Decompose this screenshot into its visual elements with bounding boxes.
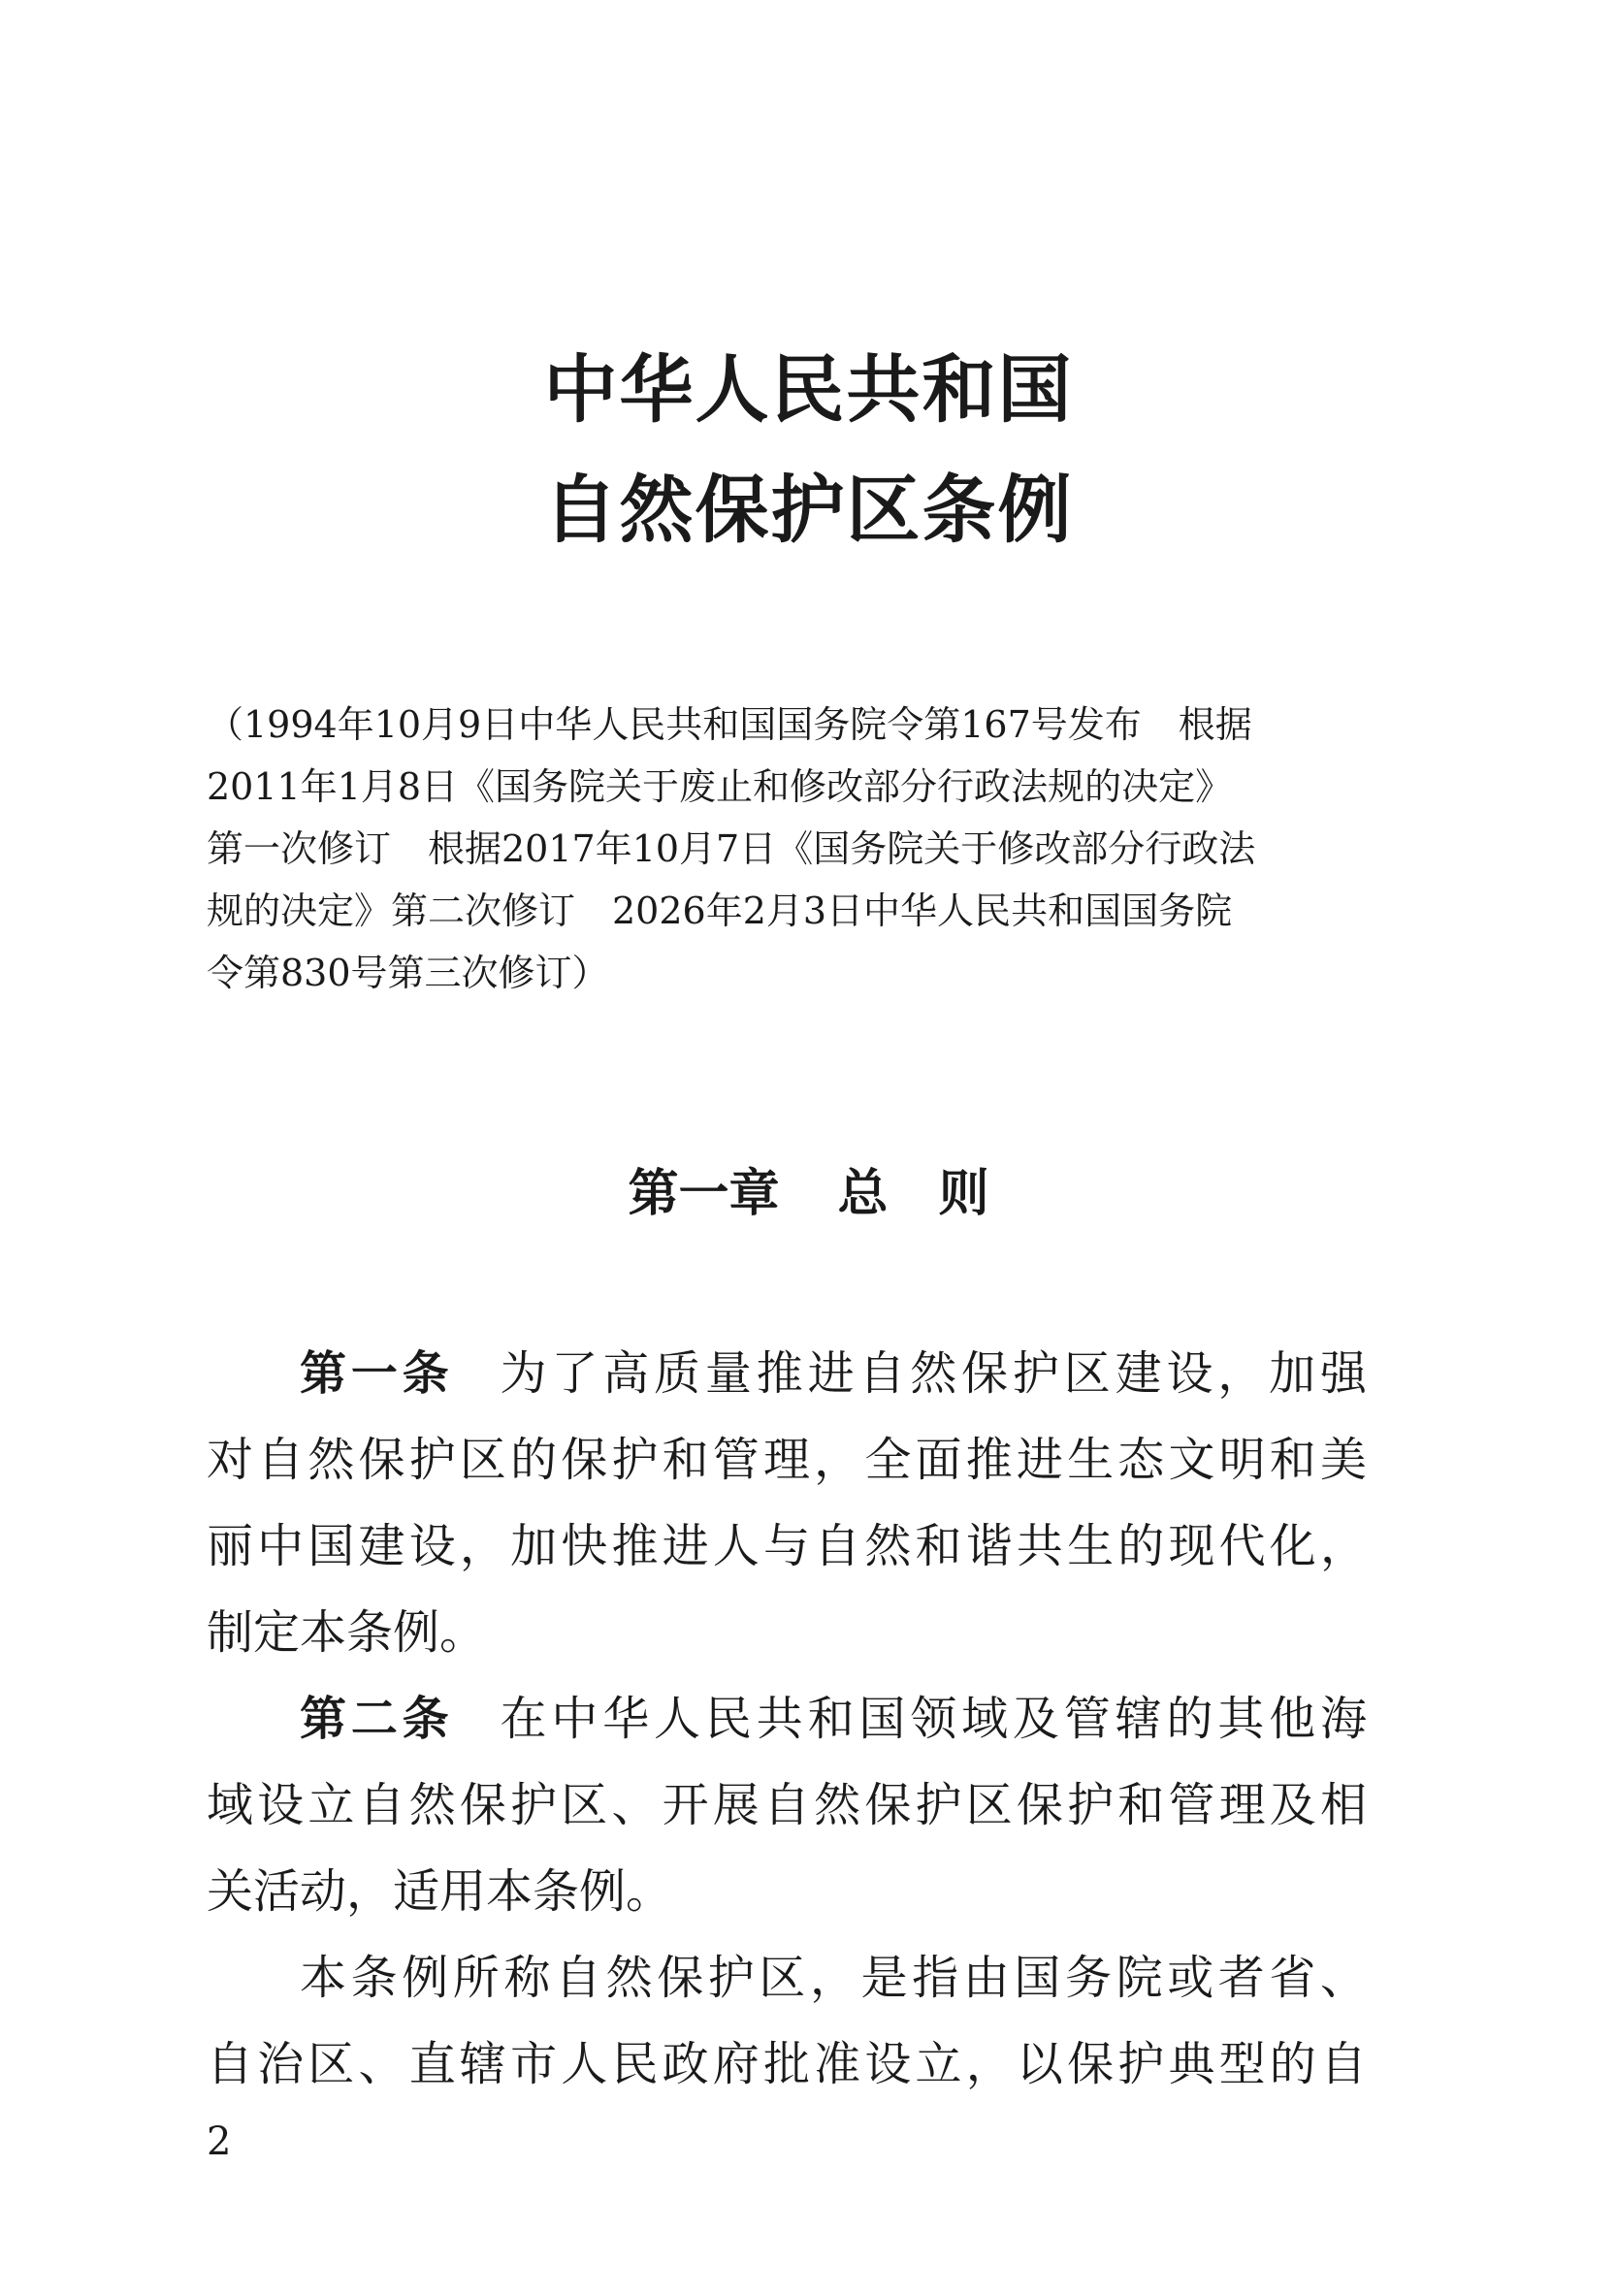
revision-note-line: （1994年10月9日中华人民共和国国务院令第167号发布 根据: [207, 703, 1252, 746]
revision-note-line: 2011年1月8日《国务院关于废止和修改部分行政法规的决定》: [207, 765, 1233, 808]
chapter-title: 总 则: [837, 1165, 989, 1223]
revision-note: [207, 694, 1367, 1004]
article-1: [207, 1331, 1367, 1676]
revision-note-line: 第一次修订 根据2017年10月7日《国务院关于修改部分行政法: [207, 827, 1256, 870]
page-number: 2: [207, 2119, 232, 2164]
document-title-line-1: 中华人民共和国: [543, 346, 1074, 433]
paragraph: [207, 1935, 1367, 2108]
revision-note-line: 令第830号第三次修订）: [207, 952, 609, 994]
article-label: 第二条: [300, 1692, 454, 1746]
article-text-line: 关活动，适用本条例。: [207, 1864, 673, 1919]
article-text-line: 在中华人民共和国领域及管辖的其他海: [500, 1692, 1367, 1746]
article-2: [207, 1676, 1367, 1935]
document-title-line-2: 自然保护区条例: [543, 467, 1074, 553]
chapter-heading: [0, 1165, 1617, 1223]
article-text-line: 制定本条例。: [207, 1605, 487, 1660]
revision-note-line: 规的决定》第二次修订 2026年2月3日中华人民共和国国务院: [207, 889, 1233, 932]
article-label: 第一条: [300, 1346, 454, 1401]
article-text-line: 为了高质量推进自然保护区建设，加强: [500, 1346, 1367, 1401]
paragraph-text-line: 本条例所称自然保护区，是指由国务院或者省、: [300, 1951, 1367, 2005]
article-text-line: 域设立自然保护区、开展自然保护区保护和管理及相: [207, 1778, 1367, 1832]
article-text-line: 对自然保护区的保护和管理，全面推进生态文明和美: [207, 1433, 1367, 1487]
chapter-number: 第一章: [628, 1165, 780, 1223]
body-text: [207, 1331, 1367, 2108]
paragraph-text-line: 自治区、直辖市人民政府批准设立，以保护典型的自: [207, 2037, 1367, 2091]
article-text-line: 丽中国建设，加快推进人与自然和谐共生的现代化，: [207, 1519, 1367, 1573]
